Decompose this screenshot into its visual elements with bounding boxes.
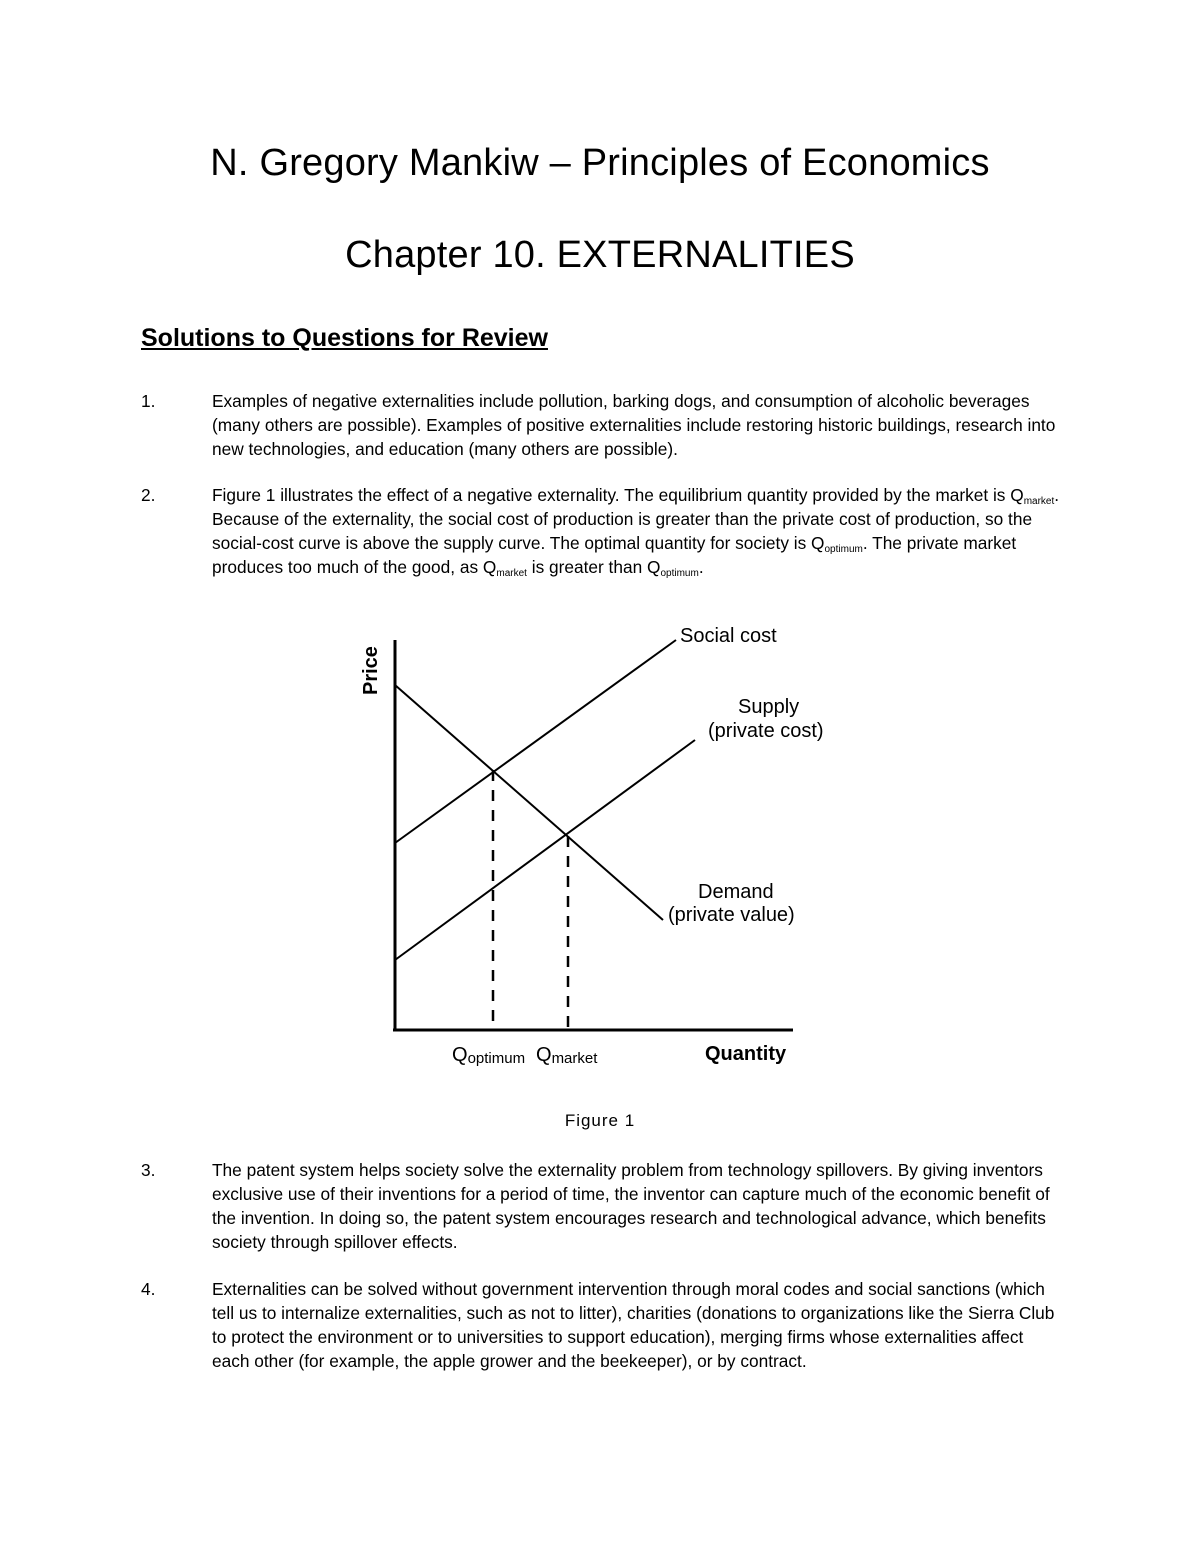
supply-label-sub: (private cost): [708, 720, 824, 742]
answer-text: The patent system helps society solve the externality problem from technology spillovers. By giving inventors exclusive use of their inventions for a period of time, the inventor can capture much of the economic benefit of the invention. In doing so, the patent system encourages research and technological advance, which benefits society through spillover effects.: [212, 1160, 1050, 1252]
social-cost-label: Social cost: [680, 625, 777, 647]
q-optimum-label: Qoptimum: [452, 1044, 526, 1067]
demand-curve: [395, 685, 663, 920]
answer-text: Externalities can be solved without government intervention through moral codes and social sanctions (which tell us to internalize externalities, such as not to litter), charities (donations to organizations like the Sierra Club to protect the environment or to universities to support education), merging firms whose externalities affect each other (for example, the apple grower and the beekeeper), or by contract.: [212, 1279, 1055, 1371]
supply-label: Supply: [738, 696, 800, 718]
x-axis-label: Quantity: [705, 1043, 787, 1065]
y-axis-label: Price: [360, 646, 382, 695]
supply-curve: [395, 740, 695, 960]
figure-caption: Figure 1: [564, 1111, 636, 1130]
social-cost-curve: [395, 640, 676, 843]
answer-number: 4.: [141, 1279, 156, 1299]
demand-label: Demand: [698, 881, 774, 903]
answer-number: 1.: [141, 391, 156, 411]
q-market-label: Qmarket: [536, 1044, 598, 1067]
demand-label-sub: (private value): [668, 904, 795, 926]
answer-number: 2.: [141, 485, 156, 505]
chapter-title: Chapter 10. EXTERNALITIES: [345, 234, 855, 276]
section-heading: Solutions to Questions for Review: [141, 324, 548, 352]
answer-text: Examples of negative externalities include pollution, barking dogs, and consumption of alcoholic beverages (many others are possible). Examples of positive externalities include restoring historic buildings, research into new technologies, and education (many others are possible).: [212, 391, 1056, 459]
answer-number: 3.: [141, 1160, 156, 1180]
figure-1-diagram: [350, 615, 850, 1085]
answer-text: Figure 1 illustrates the effect of a negative externality. The equilibrium quantity provided by the market is $Q_{market}$. Because of the externality, the social cost of production is greater than the private cost of production, so the social-cost curve is above the supply curve. The optimal quantity for society is $Q_{optimum}$. The private market produces too much of the good, as $Q_{market}$ is greater than $Q_{optimum}$.: [212, 485, 1060, 579]
page-title: N. Gregory Mankiw – Principles of Economics: [210, 142, 990, 184]
